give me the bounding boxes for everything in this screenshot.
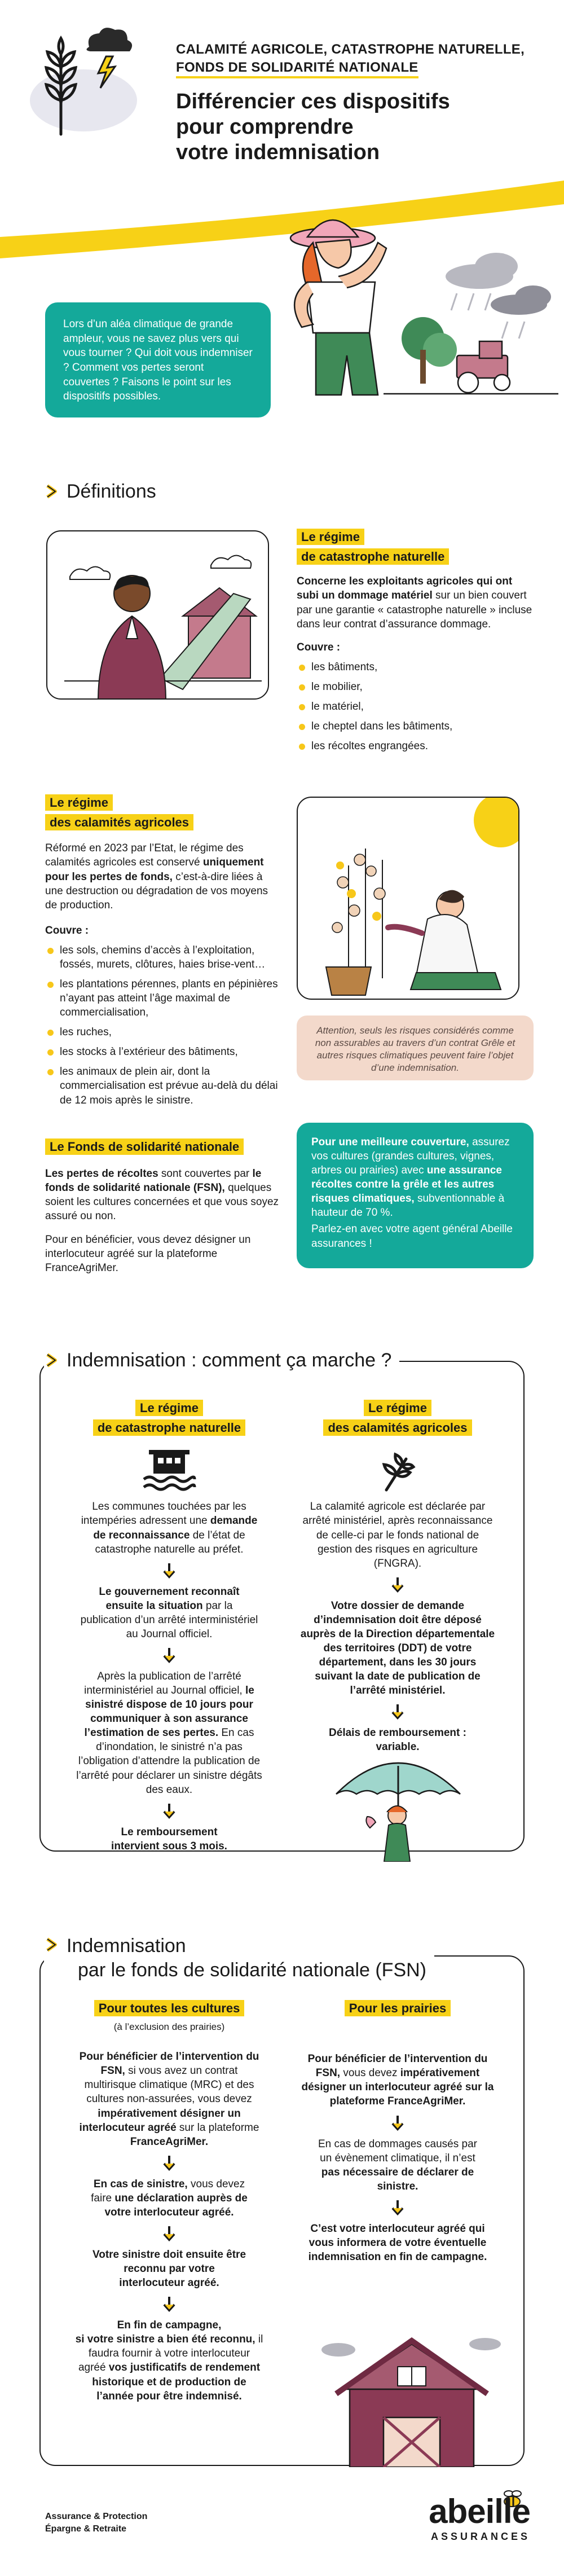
fsn-heading bbox=[44, 1934, 434, 1982]
arrow-down-icon bbox=[162, 1562, 177, 1579]
arrow-down-icon bbox=[162, 2296, 177, 2313]
arrow-down-icon bbox=[390, 2115, 405, 2131]
promo-text-1: assurez vos cultures (grandes cultures, vignes, arbres ou prairies) avec bbox=[311, 1136, 510, 1177]
fsn-p1-bold2: le fonds de solidarité nationale (FSN), bbox=[45, 1168, 262, 1194]
indemnisation-catnat-column bbox=[62, 1398, 276, 1853]
c4bold2: si votre sinistre a bien été reconnu, bbox=[75, 2333, 255, 2346]
c2a: vous devez faire bbox=[91, 2178, 245, 2204]
c1a: si vous avez un contrat multirisque climatique (MRC) et des cultures non-assurées, vous devez bbox=[84, 2065, 254, 2105]
calamite-definition bbox=[45, 793, 282, 1113]
fsn-prairies-step-2 bbox=[288, 2137, 508, 2193]
ind-calamite-label-1: Le régime bbox=[364, 1400, 431, 1416]
list-item: les stocks à l’extérieur des bâtiments, bbox=[45, 1045, 282, 1059]
c4a: il faudra fournir à votre interlocuteur agréé bbox=[78, 2333, 263, 2374]
list-item: les sols, chemins d’accès à l’exploitation, fossés, murets, clôtures, haies brise-vent… bbox=[45, 943, 282, 972]
s3a: Après la publication de l’arrêté interministériel au Journal officiel, bbox=[84, 1671, 245, 1697]
arrow-down-icon bbox=[162, 1803, 177, 1819]
fsn-prairies-step-3: C’est votre interlocuteur agréé qui vous informera de votre éventuelle indemnisation en fin de campagne. bbox=[308, 2222, 487, 2263]
s1a: Les communes touchées par les intempéries adressent une bbox=[81, 1501, 246, 1527]
catnat-covers-label: Couvre : bbox=[297, 641, 341, 653]
fsn-cultures-column bbox=[62, 1998, 276, 2403]
fsn-title-line-1: Indemnisation bbox=[67, 1935, 186, 1957]
ind-catnat-step-1 bbox=[62, 1500, 276, 1556]
fsn-cultures-step-2 bbox=[62, 2177, 276, 2219]
fsn-cultures-sub: (à l’exclusion des prairies) bbox=[113, 2021, 225, 2033]
p1bold2: impérativement désigner un interlocuteur agréé sur la plateforme FranceAgriMer. bbox=[301, 2067, 494, 2108]
promo-text-2: subventionnable à hauteur de 70 %. bbox=[311, 1193, 505, 1219]
calamite-covers-list bbox=[45, 943, 282, 1107]
calamite-illustration-frame bbox=[297, 797, 519, 1000]
hero-farmer-illustration bbox=[254, 203, 558, 406]
calamite-intro-b: c’est-à-dire liées à une destruction ou dégradation de vos moyens de production. bbox=[45, 871, 268, 911]
s3b: En cas d’inondation, le sinistré n’a pas l’obligation d’attendre la publication de l’arrêté pour déclarer un sinistre dégâts des eaux. bbox=[76, 1727, 262, 1796]
intro-card bbox=[45, 302, 271, 417]
kicker-line-1: CALAMITÉ AGRICOLE, CATASTROPHE NATURELLE, bbox=[176, 42, 525, 57]
fsn-prairies-column bbox=[288, 1998, 508, 2264]
catnat-definition bbox=[297, 527, 534, 759]
page-title bbox=[176, 89, 537, 165]
p1bold: Pour bénéficier de l’intervention du FSN, bbox=[307, 2053, 488, 2080]
definitions-title: Définitions bbox=[67, 481, 156, 502]
ind-catnat-step-3 bbox=[62, 1669, 276, 1797]
s2a: par la publication d’un arrêté interministériel au Journal officiel. bbox=[80, 1599, 258, 1640]
ind-catnat-label-1: Le régime bbox=[135, 1400, 203, 1416]
fsn-p1-a: sont couvertes par bbox=[158, 1168, 253, 1180]
c2bold2: une déclaration auprès de votre interlocuteur agréé. bbox=[104, 2192, 248, 2218]
arrow-down-icon bbox=[162, 2225, 177, 2242]
footer-taglines bbox=[45, 2511, 147, 2536]
promo-bold-1: Pour une meilleure couverture, bbox=[311, 1136, 469, 1148]
chevron-right-icon bbox=[44, 1937, 59, 1952]
wheat-storm-icon bbox=[21, 21, 140, 140]
calamite-covers-label: Couvre : bbox=[45, 924, 89, 937]
intro-text: Lors d’un aléa climatique de grande ampleur, vous ne savez plus vers qui vous tourner ? Qui doit vous indemniser ? Comment vos pertes seront couvertes ? Faisons le point sur les dispositifs possibles. bbox=[63, 318, 253, 403]
arrow-down-icon bbox=[162, 2155, 177, 2171]
list-item: les plantations pérennes, plants en pépinières n’ayant pas atteint l’âge maximal de commercialisation, bbox=[45, 977, 282, 1019]
fsn-cultures-step-3: Votre sinistre doit ensuite être reconnu par votre interlocuteur agréé. bbox=[92, 2248, 246, 2289]
list-item: les animaux de plein air, dont la commercialisation est prévue au-delà du délai de 12 mois après le sinistre. bbox=[45, 1065, 282, 1107]
c1bold: Pour bénéficier de l’intervention du FSN, bbox=[79, 2051, 259, 2077]
s2bold: Le gouvernement reconnaît ensuite la situation bbox=[99, 1585, 240, 1612]
kicker-line-2: FONDS DE SOLIDARITÉ NATIONALE bbox=[176, 60, 418, 78]
header-kicker bbox=[176, 41, 537, 77]
list-item: le matériel, bbox=[297, 700, 534, 714]
header-logo-badge bbox=[21, 21, 140, 140]
ind-catnat-step-4: Le remboursement intervient sous 3 mois. bbox=[111, 1826, 227, 1852]
farmer-plants-illustration bbox=[298, 798, 519, 1000]
ind-catnat-step-2 bbox=[62, 1585, 276, 1641]
calamite-label-line-1: Le régime bbox=[45, 794, 113, 811]
fsn-cultures-step-4 bbox=[62, 2318, 276, 2403]
ind-calamite-step-2: Votre dossier de demande d’indemnisation doit être déposé auprès de la Direction départementale des territoires (DDT) de votre département, dans les 30 jours suivant la date de publication de l’arrêté ministériel. bbox=[300, 1599, 495, 1697]
catnat-label-line-1: Le régime bbox=[297, 529, 364, 545]
calamite-note-text: Attention, seuls les risques considérés comme non assurables au travers d’un contrat Grêle et autres risques climatiques peuvent faire l’objet d’une indemnisation. bbox=[315, 1025, 515, 1074]
promo-bold-2: une assurance récoltes contre la grêle et les autres risques climatiques, bbox=[311, 1164, 502, 1205]
brand-name: abeille bbox=[429, 2493, 530, 2530]
promo-cta: Parlez-en avec votre agent général Abeille assurances ! bbox=[311, 1223, 513, 1250]
arrow-down-icon bbox=[162, 1647, 177, 1664]
catnat-illustration-frame bbox=[46, 530, 269, 700]
barn-illustration bbox=[316, 2327, 508, 2467]
calamite-note bbox=[297, 1016, 534, 1080]
c1b: sur la plateforme bbox=[176, 2121, 259, 2134]
brand-sub: ASSURANCES bbox=[430, 2531, 530, 2542]
list-item: le mobilier, bbox=[297, 680, 534, 694]
promo-text bbox=[311, 1135, 519, 1220]
c4bold3: vos justificatifs de rendement historique et de production de l’année pour être indemnisé. bbox=[92, 2362, 261, 2402]
p2a: En cas de dommages causés par un évènement climatique, il n’est bbox=[318, 2138, 477, 2164]
fsn-cultures-label: Pour toutes les cultures bbox=[94, 2000, 245, 2016]
title-line-1: Différencier ces dispositifs bbox=[176, 90, 450, 113]
indemnisation-calamite-column bbox=[288, 1398, 508, 1754]
footer-brand-logo bbox=[367, 2488, 536, 2550]
fsn-p1 bbox=[45, 1167, 282, 1223]
list-item: les ruches, bbox=[45, 1025, 282, 1039]
list-item: les bâtiments, bbox=[297, 660, 534, 674]
arrow-down-icon bbox=[390, 1703, 405, 1720]
fallen-tree-illustration bbox=[47, 531, 269, 700]
footer-line-2: Épargne & Retraite bbox=[45, 2524, 127, 2534]
ind-calamite-step-1: La calamité agricole est déclarée par arrêté ministériel, après reconnaissance de celle-ci par le fonds national de gestion des risques en agriculture (FNGRA). bbox=[302, 1501, 493, 1570]
c4bold: En fin de campagne, bbox=[117, 2319, 222, 2332]
umbrella-farmer-illustration bbox=[331, 1749, 466, 1862]
fsn-p1-b: quelques soient les cultures concernées et que vous soyez assuré ou non. bbox=[45, 1182, 279, 1223]
definitions-heading bbox=[44, 481, 156, 503]
s1b: de l’état de catastrophe naturelle au préfet. bbox=[95, 1529, 245, 1555]
chevron-right-icon bbox=[44, 1353, 59, 1368]
indemnisation-title: Indemnisation : comment ça marche ? bbox=[67, 1349, 392, 1371]
s1bold: demande de reconnaissance bbox=[93, 1515, 258, 1541]
chevron-right-icon bbox=[44, 484, 59, 499]
s3bold: le sinistré dispose de 10 jours pour communiquer à son assurance l’estimation de ses pertes. bbox=[84, 1685, 254, 1739]
list-item: le cheptel dans les bâtiments, bbox=[297, 719, 534, 733]
calamite-label-line-2: des calamités agricoles bbox=[45, 814, 193, 830]
p2bold: pas nécessaire de déclarer de sinistre. bbox=[321, 2166, 474, 2192]
fsn-p2: Pour en bénéficier, vous devez désigner un interlocuteur agréé sur la plateforme FranceAgriMer. bbox=[45, 1233, 251, 1274]
calamite-intro bbox=[45, 841, 282, 912]
fsn-label: Le Fonds de solidarité nationale bbox=[45, 1138, 244, 1155]
c2bold: En cas de sinistre, bbox=[93, 2178, 188, 2190]
promo-card bbox=[297, 1123, 534, 1268]
flood-house-icon bbox=[141, 1448, 197, 1493]
calamite-intro-a: Réformé en 2023 par l’Etat, le régime des calamités agricoles est conservé bbox=[45, 842, 244, 869]
title-line-3: votre indemnisation bbox=[176, 140, 380, 164]
footer-line-1: Assurance & Protection bbox=[45, 2512, 148, 2521]
catnat-lead-rest: sur un bien couvert par une garantie « catastrophe naturelle » incluse dans leur contrat d’assurance dommage. bbox=[297, 590, 532, 630]
c1bold3: FranceAgriMer. bbox=[130, 2135, 209, 2148]
s3b-cal: variable. bbox=[376, 1741, 420, 1753]
fsn-p1-bold: Les pertes de récoltes bbox=[45, 1168, 158, 1180]
s3bold-cal: Délais de remboursement : bbox=[329, 1727, 466, 1739]
p1a: vous devez bbox=[340, 2067, 400, 2080]
list-item: les récoltes engrangées. bbox=[297, 739, 534, 753]
fsn-prairies-step-1 bbox=[288, 2052, 508, 2108]
catnat-label-line-2: de catastrophe naturelle bbox=[297, 548, 449, 565]
arrow-down-icon bbox=[390, 2199, 405, 2216]
fsn-title-line-2: par le fonds de solidarité nationale (FSN) bbox=[78, 1959, 426, 1981]
arrow-down-icon bbox=[390, 1576, 405, 1593]
catnat-lead-bold: Concerne les exploitants agricoles qui ont subi un dommage matériel bbox=[297, 575, 513, 602]
fsn-cultures-step-1 bbox=[62, 2050, 276, 2149]
plant-icon bbox=[375, 1448, 420, 1493]
catnat-lead bbox=[297, 574, 534, 631]
title-line-2: pour comprendre bbox=[176, 115, 354, 139]
fsn-definition bbox=[45, 1137, 282, 1275]
ind-calamite-label-2: des calamités agricoles bbox=[323, 1419, 472, 1436]
indemnisation-heading bbox=[44, 1349, 399, 1371]
fsn-prairies-label: Pour les prairies bbox=[345, 2000, 451, 2016]
c1bold2: impérativement désigner un interlocuteur agréé bbox=[79, 2107, 241, 2134]
catnat-covers-list bbox=[297, 660, 534, 753]
ind-catnat-label-2: de catastrophe naturelle bbox=[93, 1419, 245, 1436]
calamite-intro-bold: uniquement pour les pertes de fonds, bbox=[45, 856, 264, 883]
